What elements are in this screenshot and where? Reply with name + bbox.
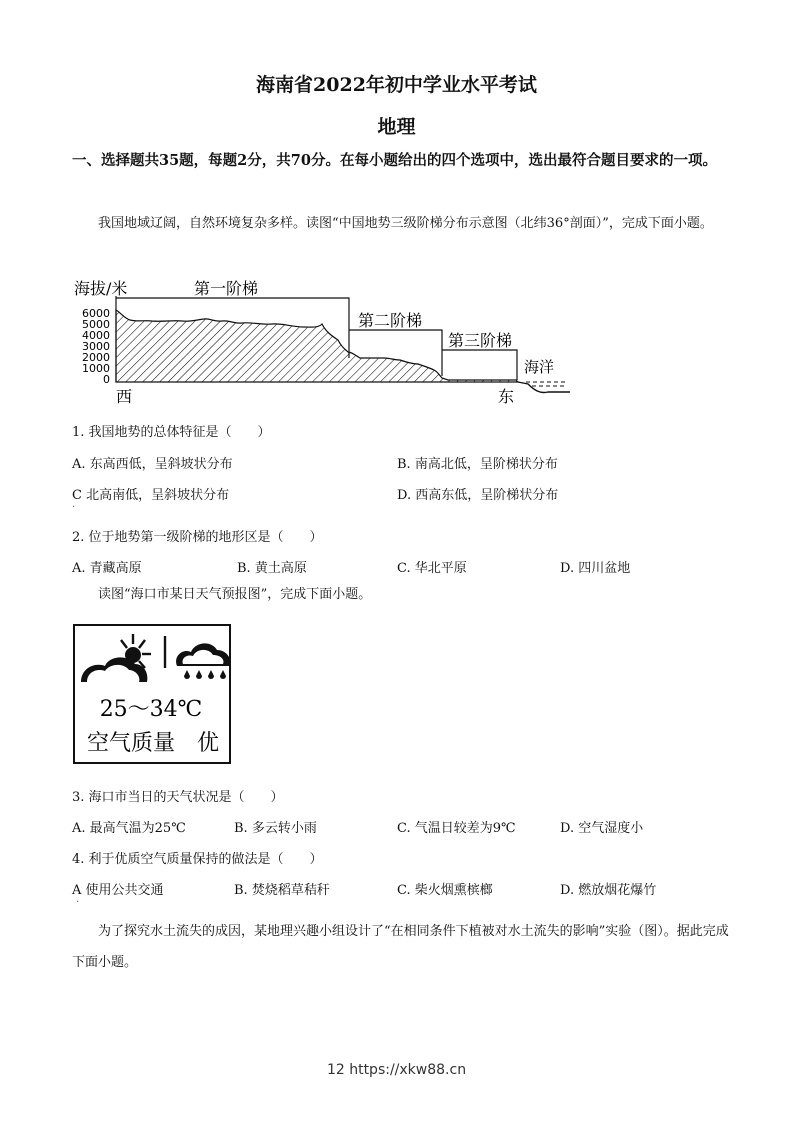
question-3-option-b: B. 多云转小雨 bbox=[234, 821, 317, 836]
exam-title: 海南省2022年初中学业水平考试 bbox=[256, 74, 537, 96]
air-quality-value: 优 bbox=[196, 731, 219, 756]
east-label: 东 bbox=[498, 387, 515, 406]
stray-mark: · bbox=[72, 502, 76, 513]
sea-label: 海洋 bbox=[524, 358, 555, 376]
question-1-option-a: A. 东高西低，呈斜坡状分布 bbox=[72, 457, 233, 472]
question-1-option-d: D. 西高东低，呈阶梯状分布 bbox=[397, 488, 559, 503]
intro-paragraph-3: 为了探究水土流失的成因，某地理兴趣小组设计了“在相同条件下植被对水土流失的影响”实验（图）。据此完成下面小题。 bbox=[72, 924, 729, 970]
west-label: 西 bbox=[116, 387, 133, 406]
question-1-option-b: B. 南高北低，呈阶梯状分布 bbox=[397, 457, 558, 472]
question-4-option-d: D. 燃放烟花爆竹 bbox=[560, 883, 657, 898]
intro-paragraph-1: 我国地域辽阔，自然环境复杂多样。读图“中国地势三级阶梯分布示意图（北纬36°剖面）”，完成下面小题。 bbox=[98, 216, 713, 231]
y-tick: 1000 bbox=[82, 362, 110, 375]
y-axis-label: 海拔/米 bbox=[74, 279, 128, 298]
question-3-option-d: D. 空气湿度小 bbox=[560, 821, 644, 836]
y-tick: 0 bbox=[103, 373, 110, 386]
page-footer: 12 https://xkw88.cn bbox=[326, 1062, 467, 1078]
question-2-option-b: B. 黄土高原 bbox=[237, 561, 307, 576]
intro-paragraph-2: 读图“海口市某日天气预报图”，完成下面小题。 bbox=[98, 587, 372, 602]
question-2-option-a: A. 青藏高原 bbox=[72, 561, 142, 576]
step2-label: 第二阶梯 bbox=[358, 311, 423, 330]
air-quality-label: 空气质量 bbox=[87, 731, 176, 756]
question-2-stem: 2. 位于地势第一级阶梯的地形区是（ ） bbox=[72, 530, 323, 545]
step3-box bbox=[442, 350, 517, 380]
y-tick: 5000 bbox=[82, 318, 110, 331]
question-3-option-c: C. 气温日较差为9℃ bbox=[397, 821, 516, 836]
step1-label: 第一阶梯 bbox=[194, 279, 259, 298]
terrain-profile-figure bbox=[72, 274, 572, 408]
subject-title: 地理 bbox=[377, 116, 416, 138]
section-heading: 一、选择题共35题，每题2分，共70分。在每小题给出的四个选项中，选出最符合题目要求的一项。 bbox=[72, 152, 717, 169]
y-tick: 2000 bbox=[82, 351, 110, 364]
question-4-option-b: B. 焚烧稻草秸秆 bbox=[234, 883, 330, 898]
stray-mark: · bbox=[76, 897, 80, 908]
question-2-option-c: C. 华北平原 bbox=[397, 561, 467, 576]
y-tick: 6000 bbox=[82, 307, 110, 320]
question-4-option-c: C. 柴火烟熏槟榔 bbox=[397, 883, 493, 898]
question-4-stem: 4. 利于优质空气质量保持的做法是（ ） bbox=[72, 852, 323, 867]
sea-shape bbox=[518, 382, 570, 393]
temperature-range: 25～34℃ bbox=[99, 697, 203, 722]
question-1-stem: 1. 我国地势的总体特征是（ ） bbox=[72, 425, 271, 440]
step3-label: 第三阶梯 bbox=[448, 331, 513, 350]
y-tick: 4000 bbox=[82, 329, 110, 342]
question-1-option-c: C 北高南低，呈斜坡状分布 bbox=[72, 488, 230, 503]
question-4-option-a: A 使用公共交通 bbox=[72, 883, 164, 898]
question-3-stem: 3. 海口市当日的天气状况是（ ） bbox=[72, 790, 284, 805]
y-tick: 3000 bbox=[82, 340, 110, 353]
question-3-option-a: A. 最高气温为25℃ bbox=[72, 821, 186, 836]
weather-forecast-figure bbox=[73, 624, 231, 764]
question-2-option-d: D. 四川盆地 bbox=[560, 561, 631, 576]
